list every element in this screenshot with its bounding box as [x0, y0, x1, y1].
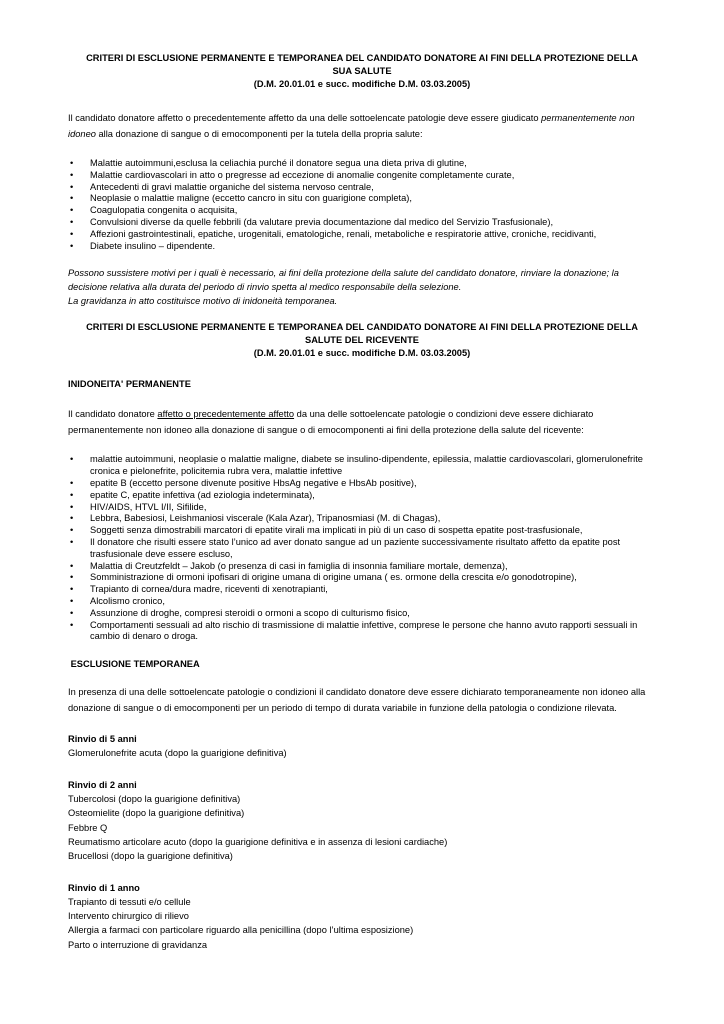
section1-title-line3: (D.M. 20.01.01 e succ. modifiche D.M. 03.03.2005)	[253, 79, 471, 89]
group-2-years	[68, 778, 656, 864]
section2-intro	[68, 407, 656, 438]
list-item: • Diabete insulino – dipendente.	[68, 241, 656, 253]
section1-list	[68, 158, 656, 252]
group-line: Allergia a farmaci con particolare riguardo alla penicillina (dopo l’ultima esposizione)	[68, 925, 414, 936]
section2-title-line1: CRITERI DI ESCLUSIONE PERMANENTE E TEMPORANEA DEL CANDIDATO DONATORE AI FINI DELLA PROTEZIONE DELLA	[86, 322, 638, 333]
group-line: Febbre Q	[68, 822, 108, 833]
section-temporary-exclusion	[68, 657, 656, 952]
section3-intro: In presenza di una delle sottoelencate patologie o condizioni il candidato donatore deve essere dichiarato temporaneamente non idoneo alla donazione di sangue o di emocomponenti per un periodo di tempo di durata variabile in funzione della patologia o condizione rilevata.	[68, 687, 646, 713]
list-item: • Alcolismo cronico,	[68, 596, 656, 608]
section1-intro-part1: Il candidato donatore affetto o precedentemente affetto da una delle sottoelencate patologie deve essere giudicato	[68, 113, 542, 123]
group-title: Rinvio di 2 anni	[68, 779, 137, 790]
group-5-years	[68, 732, 656, 761]
list-item: • Soggetti senza dimostrabili marcatori di epatite virali ma implicati in più di un caso di sospetta epatite post-trasfusionale,	[68, 525, 656, 537]
list-item: • Lebbra, Babesiosi, Leishmaniosi viscerale (Kala Azar), Tripanosmiasi (M. di Chagas),	[68, 513, 656, 525]
list-item: • Somministrazione di ormoni ipofisari di origine umana di origine umana ( es. ormone della crescita e/o gonodotropine),	[68, 572, 656, 584]
group-title: Rinvio di 5 anni	[68, 734, 137, 745]
section2-title-line3: (D.M. 20.01.01 e succ. modifiche D.M. 03.03.2005)	[253, 348, 471, 359]
section-recipient-health	[68, 321, 656, 643]
section-donor-health	[68, 52, 656, 308]
section2-heading: INIDONEITA' PERMANENTE	[68, 379, 191, 390]
section2-intro-part2: da una delle sottoelencate patologie o condizioni deve essere dichiarato permanentemente non idoneo alla donazione di sangue o di emocomponenti ai fini della protezione della salute del ricevente:	[68, 409, 594, 435]
list-item: • Convulsioni diverse da quelle febbrili (da valutare previa documentazione dal medico del Servizio Trasfusionale),	[68, 217, 656, 229]
list-item: • Comportamenti sessuali ad alto rischio di trasmissione di malattie infettive, comprese le persone che hanno avuto rapporti sessuali in cambio di denaro o droga.	[68, 620, 656, 644]
section1-intro-italic: permanentemente non idoneo	[68, 113, 635, 139]
group-line: Brucellosi (dopo la guarigione definitiva)	[68, 851, 233, 862]
list-item: • Il donatore che risulti essere stato l’unico ad aver donato sangue ad un paziente successivamente risultato affetto da epatite post trasfusionale deve essere escluso,	[68, 537, 656, 561]
list-item: • Affezioni gastrointestinali, epatiche, urogenitali, ematologiche, renali, metaboliche e respiratorie attive, croniche, recidivanti,	[68, 229, 656, 241]
section2-intro-part1: Il candidato donatore	[68, 409, 158, 420]
list-item: • Coagulopatia congenita o acquisita,	[68, 205, 656, 217]
section1-intro-part2: alla donazione di sangue o di emocomponenti per la tutela della propria salute:	[95, 128, 423, 139]
section1-note2: La gravidanza in atto costituisce motivo di inidoneità temporanea.	[68, 296, 338, 307]
group-line: Trapianto di tessuti e/o cellule	[68, 896, 191, 907]
section1-title-line1: CRITERI DI ESCLUSIONE PERMANENTE E TEMPORANEA DEL CANDIDATO DONATORE AI FINI DELLA PROTEZIONE DELLA	[86, 53, 638, 63]
list-item: • Malattia di Creutzfeldt – Jakob (o presenza di casi in famiglia di insonnia familiare mortale, demenza),	[68, 561, 656, 573]
group-line: Tubercolosi (dopo la guarigione definitiva)	[68, 794, 241, 805]
section1-note1: Possono sussistere motivi per i quali è necessario, ai fini della protezione della salute del candidato donatore, rinviare la donazione; la decisione relativa alla durata del periodo di rinvio spetta al medico responsabile della selezione.	[68, 268, 619, 293]
group-1-year	[68, 881, 656, 952]
group-title: Rinvio di 1 anno	[68, 882, 140, 893]
list-item: • epatite B (eccetto persone divenute positive HbsAg negative e HbsAb positive),	[68, 478, 656, 490]
document-page	[68, 52, 656, 952]
group-line: Reumatismo articolare acuto (dopo la guarigione definitiva e in assenza di lesioni cardiache)	[68, 836, 448, 847]
list-item: • epatite C, epatite infettiva (ad eziologia indeterminata),	[68, 490, 656, 502]
section1-title-line2: SUA SALUTE	[332, 66, 392, 76]
list-item: • malattie autoimmuni, neoplasie o malattie maligne, diabete se insulino-dipendente, epilessia, malattie cardiovascolari, glomerulonefrite cronica e pielonefrite, policitemia rubra vera, malattie infettive	[68, 454, 656, 478]
section2-list	[68, 454, 656, 643]
list-item: • Neoplasie o malattie maligne (eccetto cancro in situ con guarigione completa),	[68, 193, 656, 205]
list-item: • Trapianto di cornea/dura madre, riceventi di xenotrapianti,	[68, 584, 656, 596]
section2-intro-underline: affetto o precedentemente affetto	[157, 409, 295, 420]
section3-heading: ESCLUSIONE TEMPORANEA	[68, 659, 200, 670]
list-item: • Assunzione di droghe, compresi steroidi o ormoni a scopo di culturismo fisico,	[68, 608, 656, 620]
list-item: • Antecedenti di gravi malattie organiche del sistema nervoso centrale,	[68, 182, 656, 194]
list-item: • Malattie autoimmuni,esclusa la celiachia purché il donatore segua una dieta priva di glutine,	[68, 158, 656, 170]
group-line: Osteomielite (dopo la guarigione definitiva)	[68, 808, 245, 819]
section2-title-line2: SALUTE DEL RICEVENTE	[305, 335, 419, 346]
group-line: Parto o interruzione di gravidanza	[68, 939, 208, 950]
group-line: Glomerulonefrite acuta (dopo la guarigione definitiva)	[68, 748, 287, 759]
section1-intro	[68, 111, 656, 142]
group-line: Intervento chirurgico di rilievo	[68, 911, 189, 922]
list-item: • HIV/AIDS, HTVL I/II, Sifilide,	[68, 502, 656, 514]
list-item: • Malattie cardiovascolari in atto o pregresse ad eccezione di anomalie congenite completamente curate,	[68, 170, 656, 182]
